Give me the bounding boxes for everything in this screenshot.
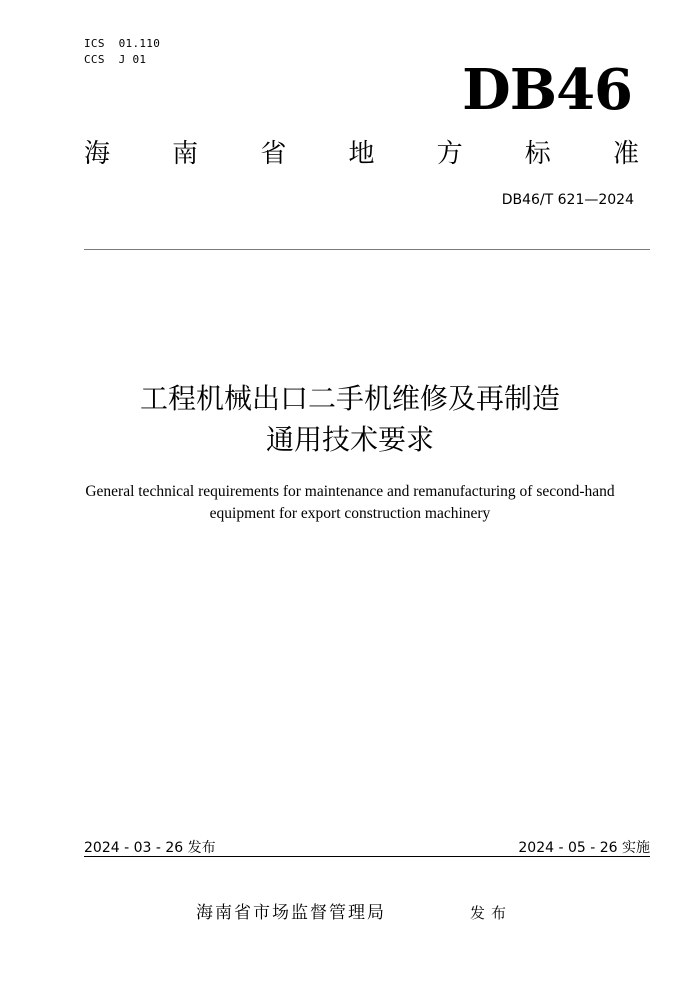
standard-type-char: 地 bbox=[348, 139, 375, 169]
standard-type-char: 南 bbox=[172, 139, 199, 169]
release-date: 2024 - 03 - 26 发布 bbox=[84, 840, 216, 856]
issue-label: 发布 bbox=[470, 904, 513, 922]
footer-divider bbox=[84, 856, 650, 857]
chinese-title-line-2: 通用技术要求 bbox=[265, 423, 434, 456]
standard-type-char: 省 bbox=[260, 139, 287, 169]
header-divider bbox=[84, 249, 650, 250]
issuing-authority: 海南省市场监督管理局 bbox=[196, 903, 386, 923]
english-title-line-1: General technical requirements for maintenance and remanufacturing of second-hand bbox=[85, 483, 615, 500]
ics-code: ICS 01.110 bbox=[84, 37, 161, 50]
ccs-code: CCS J 01 bbox=[84, 53, 147, 66]
english-title-line-2: equipment for export construction machinery bbox=[209, 505, 491, 522]
standard-number: DB46/T 621—2024 bbox=[501, 192, 634, 208]
standard-type-char: 海 bbox=[84, 139, 111, 169]
standard-type-char: 标 bbox=[524, 139, 551, 169]
classification-codes bbox=[84, 36, 160, 68]
chinese-title bbox=[0, 378, 700, 460]
standard-type-title bbox=[84, 136, 639, 172]
chinese-title-line-1: 工程机械出口二手机维修及再制造 bbox=[139, 382, 560, 415]
english-title bbox=[0, 481, 700, 525]
implementation-date: 2024 - 05 - 26 实施 bbox=[518, 840, 650, 856]
standard-type-char: 准 bbox=[612, 139, 639, 169]
standard-type-char: 方 bbox=[436, 139, 463, 169]
db46-logo: DB46 bbox=[462, 57, 632, 123]
